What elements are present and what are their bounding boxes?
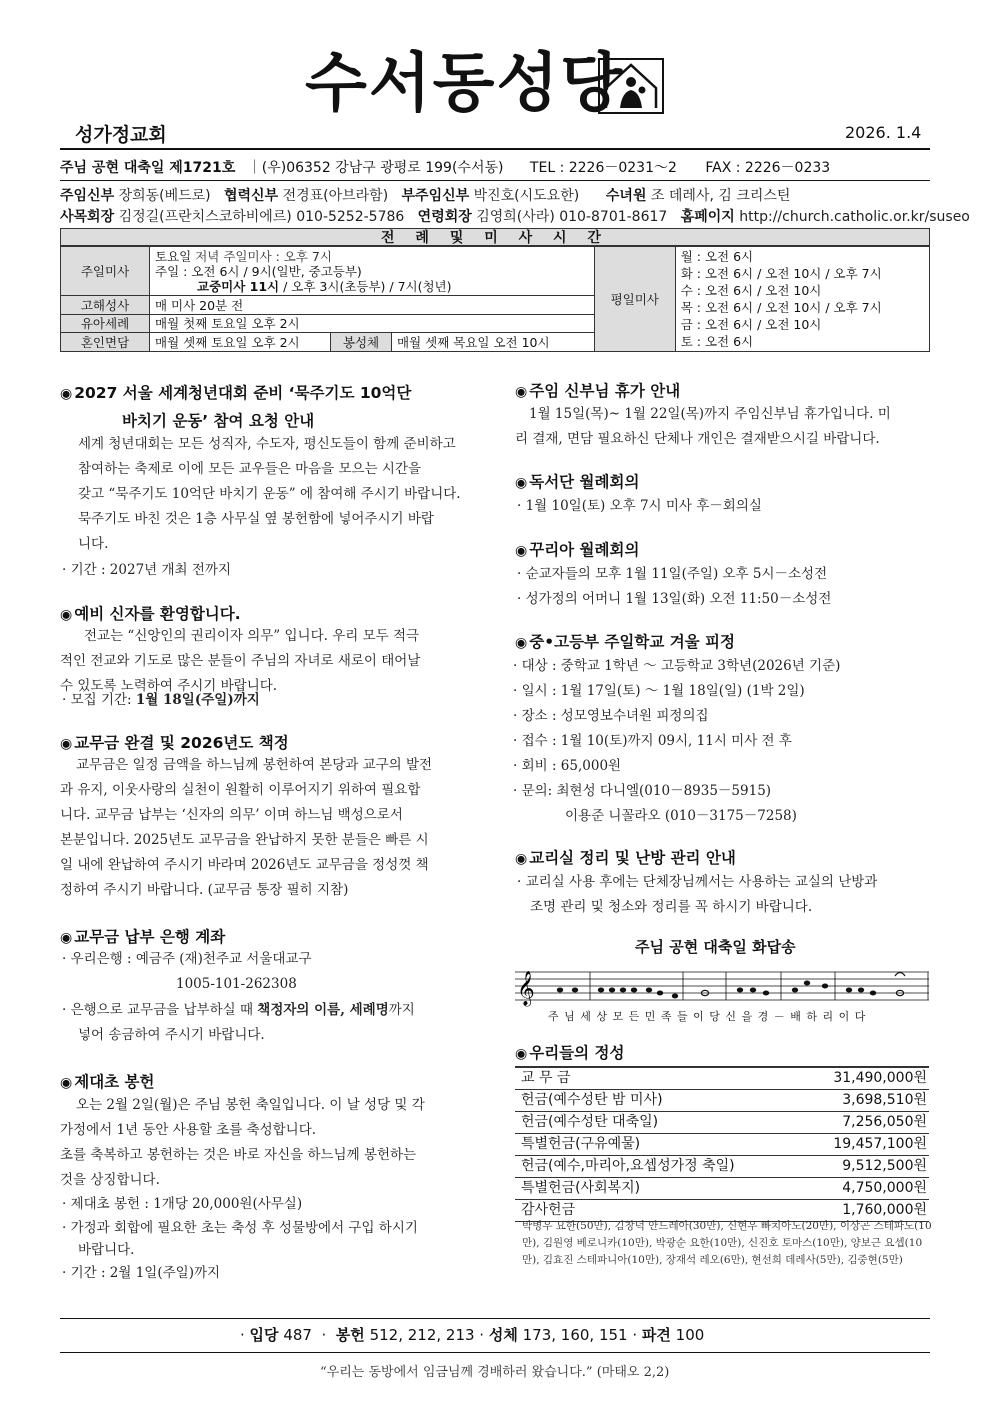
section-title-bank: ◉ 교무금 납부 은행 계좌 bbox=[60, 928, 226, 946]
dues-paragraph: 교무금은 일정 금액을 하느님께 봉헌하여 본당과 교구의 발전 과 유지, 이웃사랑의 실천이 원활히 이루어지기 위하여 필요합 니다. 교무금 납부는 ‘신자의 의무’ 이며 하느님 백성으로서 본분입니다. 2025년도 교무금을 완납하지 못한 분들은 빠른 시 일 내에 완납하여 주시기 바라며 2026년도 교무금을 정성껏 책 정하여 주시기 바랍니다. (교무금 통장 필히 지참) bbox=[60, 757, 433, 898]
section-title-candle: ◉ 제대초 봉헌 bbox=[60, 1073, 155, 1091]
table-row: 헌금(예수성탄 밤 미사) 3,698,510원 bbox=[515, 1090, 929, 1112]
candle-price: · 제대초 봉헌 : 1개당 20,000원(사무실) bbox=[62, 1196, 303, 1212]
offerings-table bbox=[515, 1066, 929, 1222]
baptism-label: 유아세례 bbox=[61, 314, 150, 333]
candle-note-2: 바랍니다. bbox=[78, 1242, 135, 1258]
table-row: 헌금(예수성탄 대축일) 7,256,050원 bbox=[515, 1112, 929, 1134]
bullet-icon: ◉ bbox=[515, 635, 528, 651]
weekday-mass-times bbox=[675, 247, 929, 352]
bullet-icon: ◉ bbox=[60, 736, 73, 752]
retreat-details: · 대상 : 중학교 1학년 ～ 고등학교 3학년(2026년 기준) · 일시 : 1월 17일(토) ～ 1월 18일(일) (1박 2일) · 장소 : 성모영보수녀원 피정의집 · 접수 : 1월 10(토)까지 09시, 11시 미사 전 후 · 회비 : 65,000원 · 문의: 최현성 다니엘(010－8935－5915) 이용준 니꼴라오 (010－3175－7258) bbox=[513, 658, 841, 824]
lectors-meeting: · 1월 10일(토) 오후 7시 미사 후－회의실 bbox=[517, 498, 762, 514]
pastor-label: 주임신부 bbox=[60, 188, 115, 204]
main-mass: 교중미사 11시 bbox=[197, 278, 280, 294]
bullet-icon: ◉ bbox=[60, 1075, 73, 1091]
council-row bbox=[60, 206, 970, 226]
wyd-period: · 기간 : 2027년 개최 전까지 bbox=[62, 562, 231, 578]
curia-meeting-1: · 순교자들의 모후 1월 11일(주일) 오후 5시－소성전 bbox=[517, 566, 828, 582]
weekday-line: 수 : 오전 6시 / 오전 10시 bbox=[680, 283, 822, 298]
attendance-stats: · 입당 487 · 봉헌 512, 212, 213 · 성체 173, 160, 151 · 파견 100 bbox=[240, 1326, 705, 1344]
table-row: 특별헌금(구유예물) 19,457,100원 bbox=[515, 1134, 929, 1156]
council-label: 사목회장 bbox=[60, 209, 115, 225]
bank-account: · 우리은행 : 예금주 (재)천주교 서울대교구 bbox=[62, 951, 312, 967]
address: (우)06352 강남구 광평로 199(수서동) bbox=[261, 160, 504, 176]
mass-schedule-table bbox=[60, 246, 930, 352]
section-title-wyd-2: 바치기 운동’ 참여 요청 안내 bbox=[122, 412, 315, 430]
parish-logo bbox=[598, 58, 664, 114]
catechumen-paragraph: 전교는 “신앙인의 권리이자 의무” 입니다. 우리 모두 적극 적인 전교와 기도로 많은 분들이 주님의 자녀로 새로이 태어날 수 있도록 노력하여 주시기 바랍니다. bbox=[60, 628, 421, 694]
section-title-lectors: ◉ 독서단 월례회의 bbox=[515, 473, 640, 491]
divider bbox=[60, 148, 930, 150]
assist-label: 부주임신부 bbox=[401, 188, 470, 204]
weekday-line: 목 : 오전 6시 / 오전 10시 / 오후 7시 bbox=[680, 300, 882, 315]
nun-label: 수녀원 bbox=[605, 188, 647, 204]
confession-label: 고해성사 bbox=[61, 296, 150, 315]
marriage-time: 매월 셋째 토요일 오후 2시 bbox=[150, 333, 331, 352]
parish-group-name: 성가정교회 bbox=[75, 124, 167, 146]
tel: TEL : 2226－0231～2 bbox=[529, 160, 677, 176]
divider bbox=[60, 1352, 930, 1353]
table-row: 특별헌금(사회복지) 4,750,000원 bbox=[515, 1178, 929, 1200]
table-row: 교 무 금 31,490,000원 bbox=[515, 1067, 929, 1090]
psalm-staff bbox=[515, 966, 929, 1014]
section-title-dues: ◉ 교무금 완결 및 2026년도 책정 bbox=[60, 734, 289, 752]
svg-text:𝄞: 𝄞 bbox=[517, 971, 535, 1006]
mass-schedule-title: 전 례 및 미 사 시 간 bbox=[60, 228, 930, 246]
bank-note: · 은행으로 교무금을 납부하실 때 책정자의 이름, 세례명까지 bbox=[62, 1002, 415, 1018]
issue-info-row: 주님 공현 대축일 제1721호 ｜(우)06352 강남구 광평로 199(수서동) TEL : 2226－0231～2 FAX : 2226－0233 bbox=[60, 160, 831, 176]
psalm-title: 주님 공현 대축일 화답송 bbox=[635, 938, 796, 956]
issue-date: 2026. 1.4 bbox=[845, 123, 922, 142]
bullet-icon: ◉ bbox=[515, 851, 528, 867]
sat-label: 토요일 bbox=[155, 248, 192, 264]
divider bbox=[60, 1318, 930, 1319]
table-row: 헌금(예수,마리아,요셉성가정 축일) 9,512,500원 bbox=[515, 1156, 929, 1178]
homepage-link[interactable]: http://church.catholic.or.kr/suseo bbox=[739, 209, 970, 225]
pastor-name: 장희동(베드로) bbox=[118, 188, 211, 204]
psalm-lyrics: 주 님 세 상 모 든 민 족 들 이 당 신 을 경 － 배 하 리 이 다 bbox=[548, 1010, 867, 1023]
section-title-offerings: ◉ 우리들의 정성 bbox=[515, 1044, 625, 1062]
bullet-icon: ◉ bbox=[60, 930, 73, 946]
weekday-mass-label: 평일미사 bbox=[594, 247, 675, 352]
sat-time: 저녁 주일미사 : 오후 7시 bbox=[195, 248, 332, 264]
sun-label: 주일 bbox=[155, 263, 180, 279]
classroom-note: · 교리실 사용 후에는 단체장님께서는 사용하는 교실의 난방과 bbox=[517, 874, 878, 890]
coop-name: 전경표(아브라함) bbox=[282, 188, 389, 204]
bullet-icon: ◉ bbox=[515, 543, 528, 559]
holy-communion-time: 매월 셋째 목요일 오전 10시 bbox=[392, 333, 595, 352]
bank-account-number: 1005-101-262308 bbox=[176, 976, 297, 992]
assist-name: 박진호(시도요한) bbox=[473, 188, 580, 204]
union-label: 연령회장 bbox=[417, 209, 472, 225]
union-contact: 김영희(사라) 010-8701-8617 bbox=[476, 209, 668, 225]
classroom-note-2: 조명 관리 및 청소와 정리를 꼭 하시기 바랍니다. bbox=[530, 899, 813, 915]
section-title-retreat: ◉ 중•고등부 주일학교 겨울 피정 bbox=[515, 633, 735, 651]
table-row: 감사헌금 1,760,000원 bbox=[515, 1200, 929, 1222]
weekday-line: 토 : 오전 6시 bbox=[680, 334, 754, 349]
candle-note: · 가정과 회합에 필요한 초는 축성 후 성물방에서 구입 하시기 bbox=[62, 1220, 418, 1236]
sun-time: : 오전 6시 / 9시(일반, 중고등부) bbox=[183, 263, 362, 279]
clergy-row bbox=[60, 185, 790, 205]
weekday-line: 화 : 오전 6시 / 오전 10시 / 오후 7시 bbox=[680, 266, 882, 281]
holy-communion-label: 봉성체 bbox=[331, 333, 392, 352]
donor-list: 박병우 요한(50만), 김창덕 안드레아(30만), 신현우 빠치아노(20만), 이상곤 스테파노(10만), 김원영 베로니카(10만), 박광순 요한(10만), 신진호 토마스(10만), 양보근 요셉(10만), 김효진 스테파니아(10만), 장재석 레오(6만), 현선희 데레사(5만), 김중현(5만) bbox=[522, 1220, 932, 1266]
nun-names: 조 데레사, 김 크리스틴 bbox=[650, 188, 791, 204]
bullet-icon: ◉ bbox=[515, 475, 528, 491]
baptism-time: 매월 첫째 토요일 오후 2시 bbox=[150, 314, 595, 333]
curia-meeting-2: · 성가정의 어머니 1월 13일(화) 오전 11:50－소성전 bbox=[517, 591, 832, 607]
candle-paragraph: 오는 2월 2일(월)은 주님 봉헌 축일입니다. 이 날 성당 및 각 가정에서 1년 동안 사용할 초를 축성합니다. 초를 축복하고 봉헌하는 것은 바로 자신을 하느님께 봉헌하는 것을 상징합니다. bbox=[60, 1097, 425, 1188]
bullet-icon: ◉ bbox=[515, 1046, 528, 1062]
bank-note-2: 넣어 송금하여 주시기 바랍니다. bbox=[78, 1027, 265, 1043]
section-title-curia: ◉ 꾸리아 월례회의 bbox=[515, 541, 640, 559]
section-title-wyd: ◉ 2027 서울 세계청년대회 준비 ‘묵주기도 10억단 bbox=[60, 384, 412, 402]
sunday-mass-label: 주일미사 bbox=[61, 247, 150, 296]
scripture-quote: “우리는 동방에서 임금님께 경배하러 왔습니다.” (마태오 2,2) bbox=[320, 1365, 670, 1380]
candle-period: · 기간 : 2월 1일(주일)까지 bbox=[62, 1265, 221, 1281]
coop-label: 협력신부 bbox=[224, 188, 279, 204]
catechumen-period: · 모집 기간: 1월 18일(주일)까지 bbox=[62, 692, 260, 708]
bullet-icon: ◉ bbox=[515, 384, 528, 400]
wyd-paragraph: 세계 청년대회는 모든 성직자, 수도자, 평신도들이 함께 준비하고 참여하는 축제로 이에 모든 교우들은 마음을 모으는 시간을 갖고 “묵주기도 10억단 바치기 운동” 에 참여해 주시기 바랍니다. 묵주기도 바친 것은 1층 사무실 옆 봉헌함에 넣어주시기 바랍 니다. bbox=[78, 436, 461, 552]
weekday-line: 월 : 오전 6시 bbox=[680, 249, 754, 264]
sun-time-2: / 오후 3시(초등부) / 7시(청년) bbox=[283, 278, 452, 294]
sunday-mass-times bbox=[150, 247, 595, 296]
section-title-catechumen: ◉ 예비 신자를 환영합니다. bbox=[60, 605, 241, 623]
bullet-icon: ◉ bbox=[60, 386, 73, 402]
confession-time: 매 미사 20분 전 bbox=[150, 296, 595, 315]
weekday-line: 금 : 오전 6시 / 오전 10시 bbox=[680, 317, 822, 332]
bullet-icon: ◉ bbox=[60, 607, 73, 623]
marriage-label: 혼인면담 bbox=[61, 333, 150, 352]
homepage-label: 홈페이지 bbox=[680, 209, 735, 225]
vacation-paragraph: 1월 15일(목)~ 1월 22일(목)까지 주임신부님 휴가입니다. 미 리 결재, 면담 필요하신 단체나 개인은 결재받으시길 바랍니다. bbox=[515, 406, 891, 447]
section-title-classroom: ◉ 교리실 정리 및 난방 관리 안내 bbox=[515, 849, 736, 867]
masthead-title: 수서동성당 bbox=[305, 47, 625, 121]
fax: FAX : 2226－0233 bbox=[705, 160, 831, 176]
divider bbox=[60, 180, 930, 181]
section-title-vacation: ◉ 주임 신부님 휴가 안내 bbox=[515, 382, 681, 400]
holy-family-icon bbox=[600, 60, 662, 112]
issue-title: 주님 공현 대축일 제1721호 bbox=[60, 160, 236, 176]
council-contact: 김정길(프란치스코하비에르) 010-5252-5786 bbox=[118, 209, 405, 225]
